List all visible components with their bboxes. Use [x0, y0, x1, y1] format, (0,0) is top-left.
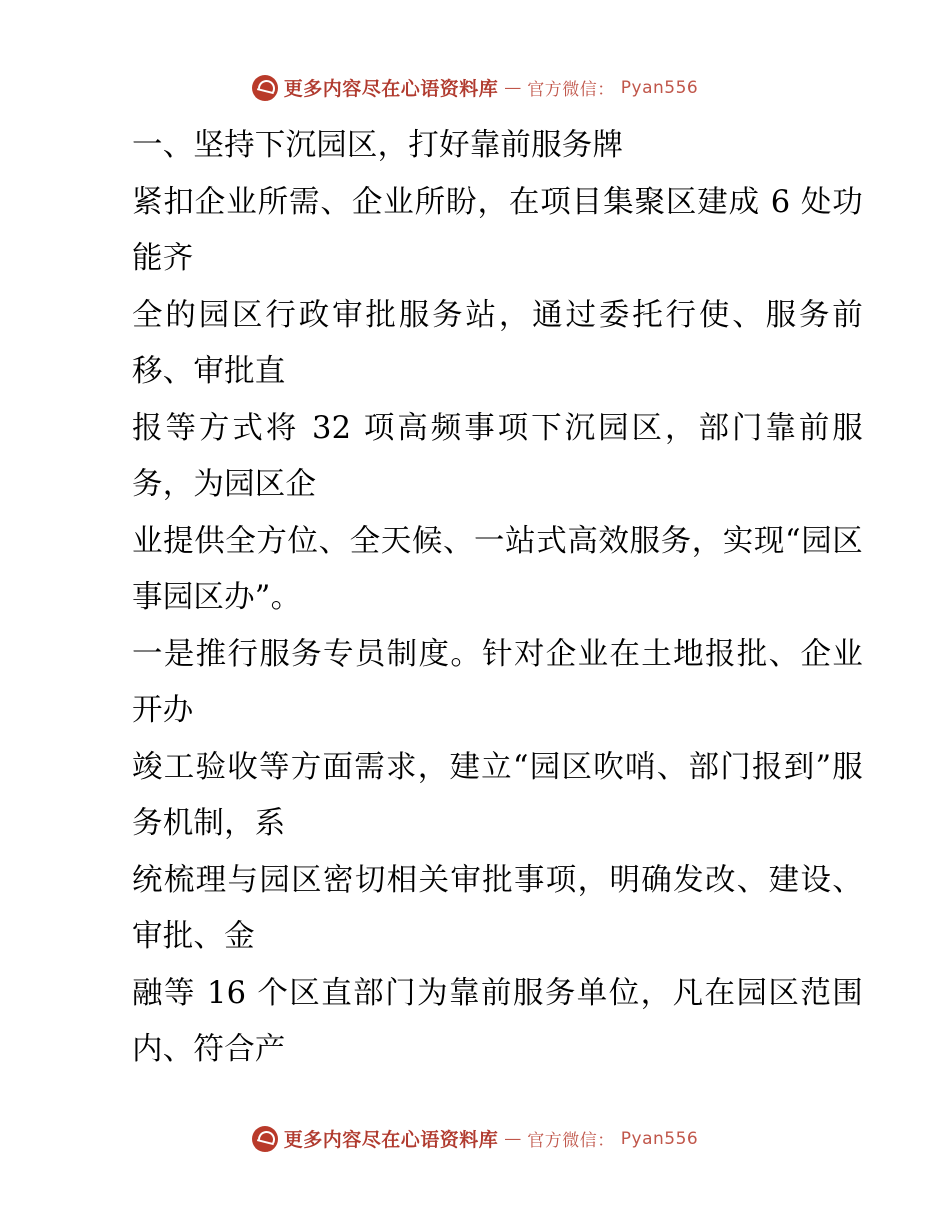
watermark-separator: —	[504, 77, 522, 98]
watermark-wechat-id: Pyan556	[620, 1128, 699, 1149]
paragraph-6: 竣工验收等方面需求，建立“园区吹哨、部门报到”服务机制，系	[132, 750, 863, 841]
xinyu-circle-logo-icon	[252, 75, 278, 101]
watermark-separator: —	[504, 1128, 522, 1149]
xinyu-circle-logo-icon	[252, 1126, 278, 1152]
watermark-wechat-id: Pyan556	[620, 77, 699, 98]
watermark-main-text: 更多内容尽在心语资料库	[283, 78, 499, 100]
paragraph-2: 全的园区行政审批服务站，通过委托行使、服务前移、审批直	[132, 298, 863, 389]
section-heading: 一、坚持下沉园区，打好靠前服务牌	[132, 128, 624, 163]
watermark-wechat-label: 官方微信：	[527, 1131, 615, 1151]
paragraph-1: 紧扣企业所需、企业所盼，在项目集聚区建成 6 处功能齐	[132, 185, 863, 276]
watermark-banner-bottom	[0, 1125, 950, 1152]
watermark-banner-top	[0, 74, 950, 101]
paragraph-5: 一是推行服务专员制度。针对企业在土地报批、企业开办	[132, 637, 863, 728]
paragraph-3: 报等方式将 32 项高频事项下沉园区，部门靠前服务，为园区企	[132, 411, 863, 502]
paragraph-7: 统梳理与园区密切相关审批事项，明确发改、建设、审批、金	[132, 863, 863, 954]
watermark-wechat-label: 官方微信：	[527, 80, 615, 100]
paragraph-4: 业提供全方位、全天候、一站式高效服务，实现“园区事园区办”。	[132, 524, 863, 615]
document-body	[88, 118, 863, 1079]
paragraph-8: 融等 16 个区直部门为靠前服务单位，凡在园区范围内、符合产	[132, 976, 863, 1067]
watermark-main-text: 更多内容尽在心语资料库	[283, 1129, 499, 1151]
